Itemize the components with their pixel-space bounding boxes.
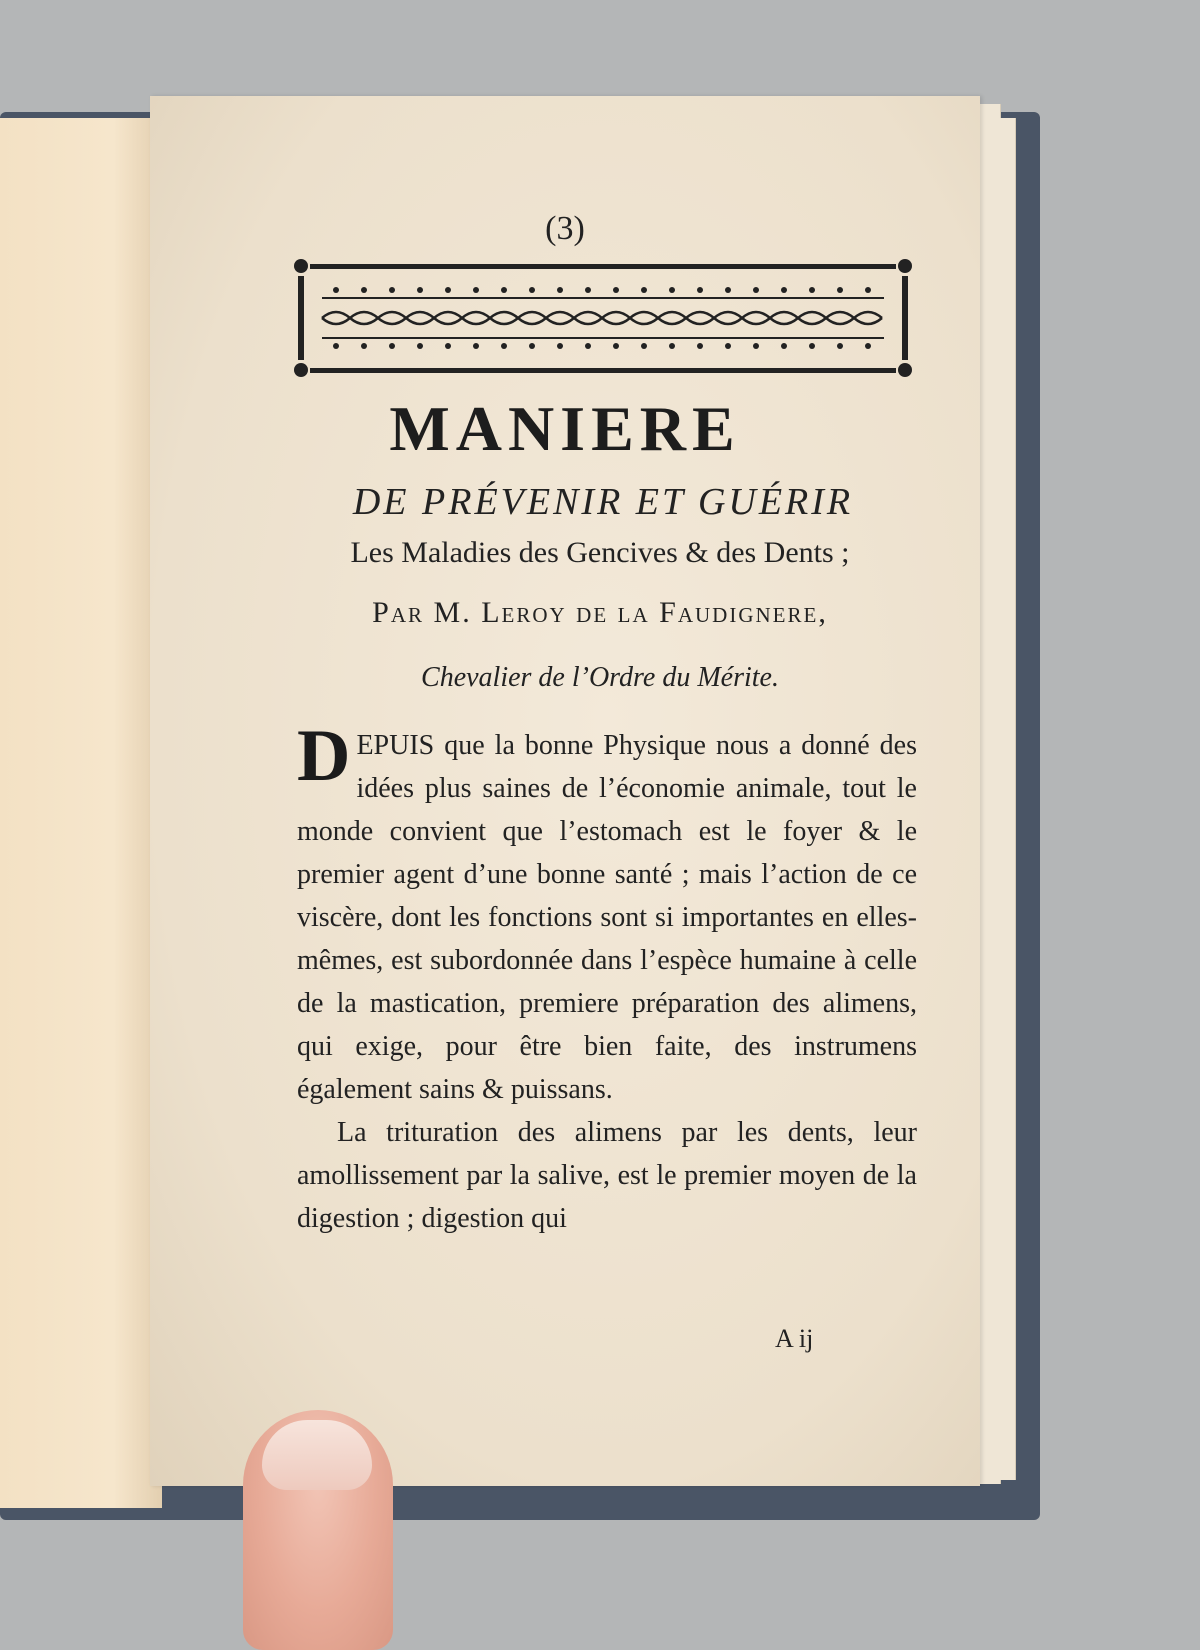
page-edges-back — [975, 118, 1016, 1480]
decorative-headpiece — [292, 256, 914, 380]
author-order-line: Chevalier de l’Ordre du Mérite. — [421, 662, 779, 693]
title-line-maladies: Les Maladies des Gencives & des Dents ; — [350, 536, 850, 569]
left-page — [0, 118, 162, 1508]
drop-cap: D — [297, 715, 351, 797]
thumbnail-nail — [262, 1420, 372, 1490]
book-subtitle: DE PRÉVENIR ET GUÉRIR — [352, 481, 854, 523]
book-title: MANIERE — [389, 393, 741, 464]
signature-mark: A ij — [775, 1324, 814, 1353]
author-line: Par M. Leroy de la Faudignere, — [372, 596, 828, 629]
paragraph-1 — [297, 715, 917, 1111]
paragraph-2: La trituration des alimens par les dents, leur amollissement par la salive, est le premier moyen de la digestion ; digestion qui — [297, 1117, 917, 1234]
paragraph-1-text: EPUIS que la bonne Physique nous a donné des idées plus saines de l’économie animale, tout le monde convient que l’estomach est le foyer & le premier agent d’une bonne santé ; mais l’action de ce viscère, dont les fonctions sont si importantes en elles-mêmes, est subordonnée dans l’espèce humaine à celle de la mastication, premiere préparation des alimens, qui exige, pour être bien faite, des instrumens également sains & puissans. — [297, 730, 917, 1105]
body-text — [297, 715, 917, 1240]
page-number: (3) — [545, 210, 585, 247]
right-page — [150, 96, 980, 1486]
